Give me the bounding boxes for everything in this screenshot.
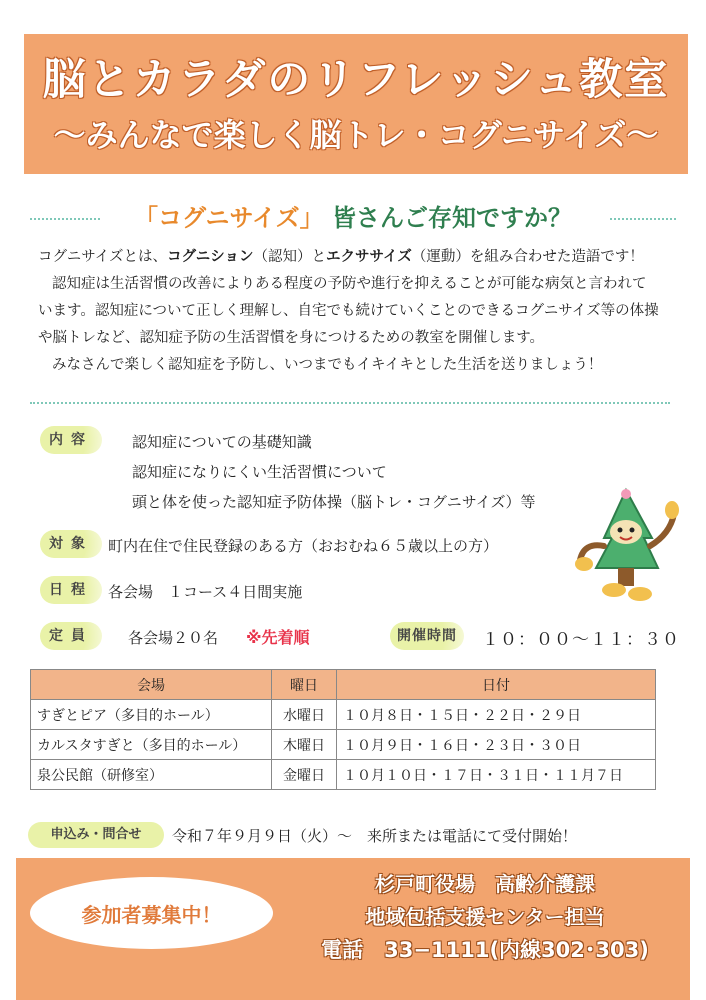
content-label: 内容 xyxy=(40,426,102,454)
divider-intro xyxy=(30,402,670,404)
capacity-label: 定員 xyxy=(40,622,102,650)
column-header-weekday: 曜日 xyxy=(272,670,337,700)
venue-cell: カルスタすぎと（多目的ホール） xyxy=(31,730,272,760)
capacity-note: ※先着順 xyxy=(246,628,310,647)
question-rest: 皆さんご存知ですか？ xyxy=(331,204,572,232)
weekday-cell: 金曜日 xyxy=(272,760,337,790)
target-label: 対象 xyxy=(40,530,102,558)
application-text: 令和７年９月９日（火）〜 来所または電話にて受付開始！ xyxy=(172,827,578,845)
intro-line-1: コグニサイズとは、コグニション（認知）とエクササイズ（運動）を組み合わせた造語です！ xyxy=(38,249,644,265)
office-name: 杉戸町役場 高齢介護課 xyxy=(375,872,595,896)
table-row xyxy=(31,700,656,730)
intro-line-5: みなさんで楽しく認知症を予防し、いつまでもイキイキとした生活を送りましょう！ xyxy=(52,357,603,373)
intro-line-2: 認知症は生活習慣の改善によりある程度の予防や進行を抑えることが可能な病気と言われて xyxy=(52,276,647,292)
page-title: 脳とカラダのリフレッシュ教室 xyxy=(42,55,670,105)
table-row xyxy=(31,760,656,790)
intro-line-3: います。認知症について正しく理解し、自宅でも続けていくことのできるコグニサイズ等の体操 xyxy=(38,303,659,319)
date-cell: １０月１０日・１７日・３１日・１１月７日 xyxy=(337,760,656,790)
content-item: 認知症についての基礎知識 xyxy=(132,433,312,451)
venue-cell: すぎとピア（多目的ホール） xyxy=(31,700,272,730)
question-term: 「コグニサイズ」 xyxy=(134,204,324,232)
weekday-cell: 木曜日 xyxy=(272,730,337,760)
column-header-date: 日付 xyxy=(337,670,656,700)
content-item: 認知症になりにくい生活習慣について xyxy=(132,463,387,481)
intro-paragraph xyxy=(38,244,688,379)
schedule-label: 日程 xyxy=(40,576,102,604)
intro-line-4: や脳トレなど、認知症予防の生活習慣を身につけるための教室を開催します。 xyxy=(38,330,545,346)
date-cell: １０月９日・１６日・２３日・３０日 xyxy=(337,730,656,760)
application-label: 申込み・問合せ xyxy=(28,822,164,848)
tree-mascot-icon xyxy=(574,486,682,602)
table-row xyxy=(31,730,656,760)
question-heading xyxy=(0,198,706,233)
content-item: 頭と体を使った認知症予防体操（脳トレ・コグニサイズ）等 xyxy=(132,493,536,511)
column-header-venue: 会場 xyxy=(31,670,272,700)
schedule-text: 各会場 １コース４日間実施 xyxy=(108,583,303,601)
time-label: 開催時間 xyxy=(390,622,464,650)
table-header-row xyxy=(31,670,656,700)
target-text: 町内在住で住民登録のある方（おおむね６５歳以上の方） xyxy=(108,537,499,555)
center-name: 地域包括支援センター担当 xyxy=(365,905,605,929)
schedule-table xyxy=(30,669,656,790)
capacity-text: 各会場２０名 xyxy=(128,629,219,647)
date-cell: １０月８日・１５日・２２日・２９日 xyxy=(337,700,656,730)
weekday-cell: 水曜日 xyxy=(272,700,337,730)
phone-number: 電話 33−1111(内線302･303) xyxy=(321,938,649,962)
header-banner xyxy=(24,34,688,174)
recruit-text: 参加者募集中！ xyxy=(81,903,222,927)
page-subtitle: 〜みんなで楽しく脳トレ・コグニサイズ〜 xyxy=(53,116,659,154)
venue-cell: 泉公民館（研修室） xyxy=(31,760,272,790)
time-text: １０：００〜１１：３０ xyxy=(482,630,680,650)
